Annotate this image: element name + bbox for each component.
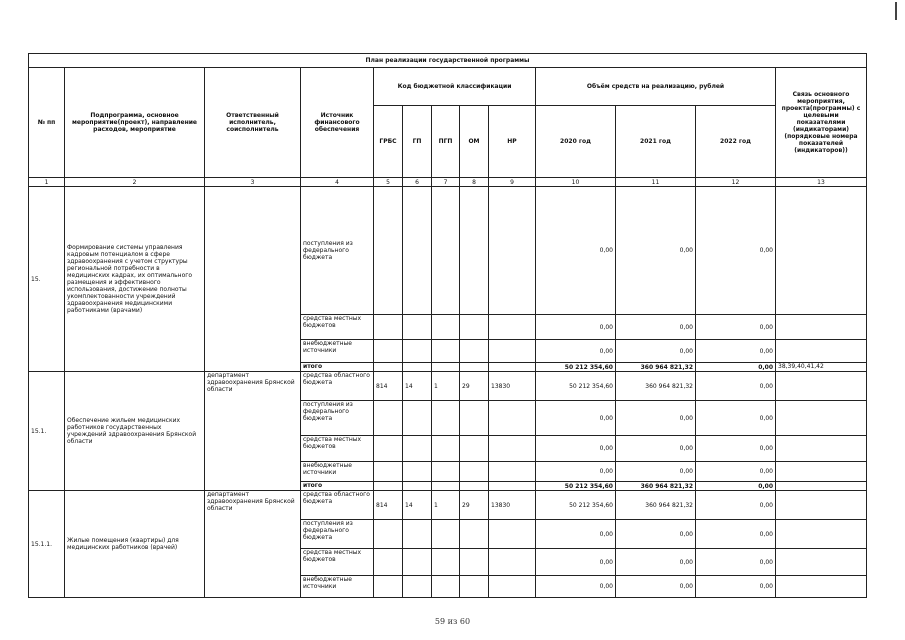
row-source: поступления из федерального бюджета [301,401,374,436]
row-source: внебюджетные источники [301,340,374,363]
code-nr: 13830 [489,372,536,401]
col-number: 12 [696,178,776,187]
value-2021: 360 964 821,32 [616,482,696,491]
value-2020: 0,00 [536,436,616,462]
scan-margin-mark [895,2,897,20]
code-om: 29 [460,372,489,401]
row-responsible [205,187,301,372]
row-num: 15.1. [29,372,65,491]
value-2020: 0,00 [536,549,616,576]
value-2021: 360 964 821,32 [616,372,696,401]
row-responsible: департамент здравоохранения Брянской области [205,491,301,598]
value-2022: 0,00 [696,187,776,315]
value-2021: 0,00 [616,340,696,363]
row-name: Обеспечение жильем медицинских работников государственных учреждений здравоохранения Брянской области [65,372,205,491]
col-number: 5 [374,178,403,187]
row-name: Формирование системы управления кадровым потенциалом в сфере здравоохранения с учетом структуры региональной потребности в медицинских кадрах, их оптимального размещения и эффективного использования, достижение полноты укомплектованности учреждений здравоохранения медицинскими работниками (врачами) [65,187,205,372]
row-source: внебюджетные источники [301,576,374,598]
header-source: Источник финансового обеспечения [301,68,374,178]
page-number: 59 из 60 [434,617,471,626]
value-2020: 50 212 354,60 [536,372,616,401]
program-plan-table [28,53,866,609]
value-2022: 0,00 [696,363,776,372]
value-2022: 0,00 [696,372,776,401]
col-number: 10 [536,178,616,187]
code-pgp: 1 [432,372,460,401]
row-source: средства областного бюджета [301,491,374,520]
value-2020: 50 212 354,60 [536,491,616,520]
value-2020: 50 212 354,60 [536,482,616,491]
header-2020: 2020 год [536,106,616,178]
row-num: 15.1.1. [29,491,65,598]
value-2022: 0,00 [696,315,776,340]
code-grbs: 814 [374,372,403,401]
row-source: поступления из федерального бюджета [301,187,374,315]
code-om: 29 [460,491,489,520]
header-budget-code: Код бюджетной классификации [374,68,536,106]
col-number: 11 [616,178,696,187]
col-number: 3 [205,178,301,187]
header-nr: НР [489,106,536,178]
table-row [29,491,867,520]
header-subprogram: Подпрограмма, основное мероприятие(проект), направление расходов, мероприятие [65,68,205,178]
value-2022: 0,00 [696,491,776,520]
value-2020: 0,00 [536,187,616,315]
value-2021: 0,00 [616,315,696,340]
value-2022: 0,00 [696,549,776,576]
value-2022: 0,00 [696,576,776,598]
value-2021: 360 964 821,32 [616,491,696,520]
header-gp: ГП [403,106,432,178]
col-number: 4 [301,178,374,187]
row-source: средства областного бюджета [301,372,374,401]
value-2020: 50 212 354,60 [536,363,616,372]
table-row [29,187,867,315]
col-number: 13 [776,178,867,187]
row-source: средства местных бюджетов [301,549,374,576]
value-2021: 0,00 [616,462,696,482]
code-gp: 14 [403,491,432,520]
header-num: № пп [29,68,65,178]
value-2022: 0,00 [696,462,776,482]
value-2022: 0,00 [696,340,776,363]
col-number: 7 [432,178,460,187]
col-number: 6 [403,178,432,187]
value-2021: 0,00 [616,576,696,598]
row-source: поступления из федерального бюджета [301,520,374,549]
indicator-links: 38,39,40,41,42 [776,363,867,372]
header-grbs: ГРБС [374,106,403,178]
value-2020: 0,00 [536,401,616,436]
header-om: ОМ [460,106,489,178]
value-2022: 0,00 [696,482,776,491]
header-amount: Объём средств на реализацию, рублей [536,68,776,106]
header-2021: 2021 год [616,106,696,178]
value-2020: 0,00 [536,520,616,549]
row-name: Жилые помещения (квартиры) для медицинских работников (врачей) [65,491,205,598]
value-2021: 360 964 821,32 [616,363,696,372]
value-2022: 0,00 [696,520,776,549]
row-source: средства местных бюджетов [301,315,374,340]
row-num: 15. [29,187,65,372]
code-grbs: 814 [374,491,403,520]
row-source: внебюджетные источники [301,462,374,482]
header-responsible: Ответственный исполнитель, соисполнитель [205,68,301,178]
value-2021: 0,00 [616,520,696,549]
value-2021: 0,00 [616,436,696,462]
row-source: средства местных бюджетов [301,436,374,462]
header-pgp: ПГП [432,106,460,178]
col-number: 1 [29,178,65,187]
table-title: План реализации государственной программы [29,54,867,68]
col-number: 2 [65,178,205,187]
col-number: 9 [489,178,536,187]
value-2022: 0,00 [696,401,776,436]
row-source: итого [301,482,374,491]
value-2020: 0,00 [536,315,616,340]
value-2021: 0,00 [616,401,696,436]
value-2022: 0,00 [696,436,776,462]
value-2020: 0,00 [536,340,616,363]
table-row [29,372,867,401]
header-2022: 2022 год [696,106,776,178]
row-responsible: департамент здравоохранения Брянской области [205,372,301,491]
code-nr: 13830 [489,491,536,520]
row-source: итого [301,363,374,372]
code-gp: 14 [403,372,432,401]
value-2020: 0,00 [536,576,616,598]
value-2021: 0,00 [616,549,696,576]
header-link: Связь основного мероприятия, проекта(программы) с целевыми показателями (индикаторами) (порядковые номера показателей (индикаторов)) [776,68,867,178]
code-pgp: 1 [432,491,460,520]
value-2020: 0,00 [536,462,616,482]
value-2021: 0,00 [616,187,696,315]
col-number: 8 [460,178,489,187]
